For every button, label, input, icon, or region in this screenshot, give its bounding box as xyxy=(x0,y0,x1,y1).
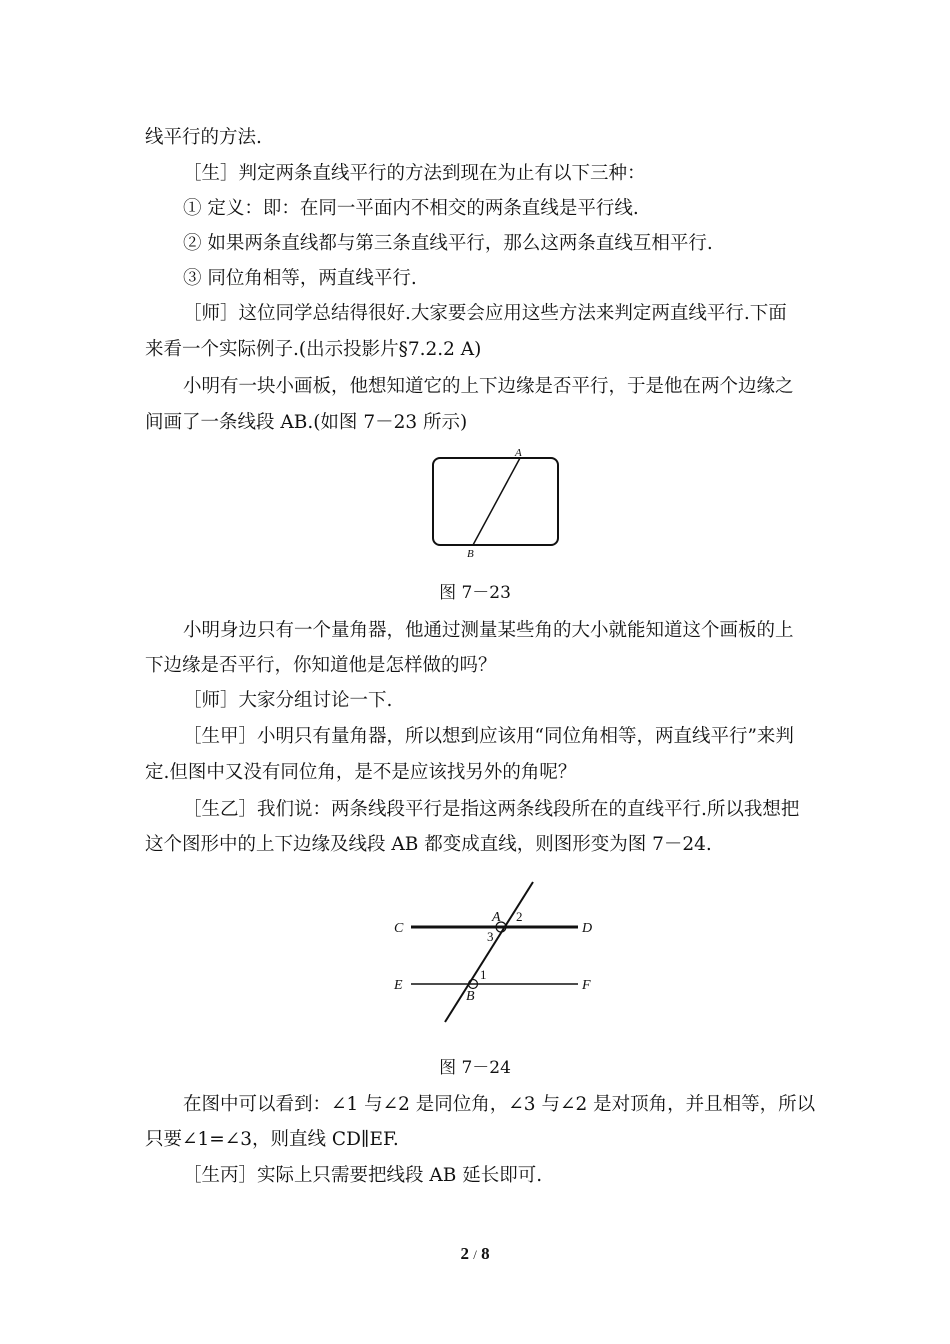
angle-1-label: 1 xyxy=(480,967,487,982)
page-number xyxy=(0,1243,950,1266)
text-line: ［师］这位同学总结得很好.大家要会应用这些方法来判定两直线平行.下面 xyxy=(183,303,787,324)
text-line: 下边缘是否平行，你知道他是怎样做的吗？ xyxy=(145,655,497,676)
text-line: ［生丙］实际上只需要把线段 AB 延长即可. xyxy=(183,1165,543,1186)
text-line: 小明有一块小画板，他想知道它的上下边缘是否平行，于是他在两个边缘之 xyxy=(183,376,794,397)
figure-7-23 xyxy=(420,445,570,563)
text-line: ① 定义：即：在同一平面内不相交的两条直线是平行线. xyxy=(183,198,639,219)
text-line: ② 如果两条直线都与第三条直线平行，那么这两条直线互相平行. xyxy=(183,233,713,254)
current-page: 2 xyxy=(460,1244,469,1263)
page-separator: / xyxy=(473,1247,477,1262)
text-line: 间画了一条线段 AB.(如图 7－23 所示) xyxy=(145,412,468,433)
label-a: A xyxy=(515,447,522,459)
text-line: ［生］判定两条直线平行的方法到现在为止有以下三种： xyxy=(183,163,646,184)
text-line: ［生甲］小明只有量角器，所以想到应该用“同位角相等，两直线平行”来判 xyxy=(183,726,794,747)
figure-7-24 xyxy=(385,875,605,1030)
figure-caption: 图 7－24 xyxy=(439,1058,511,1078)
text-line: 定.但图中又没有同位角，是不是应该找另外的角呢？ xyxy=(145,762,577,783)
total-pages: 8 xyxy=(481,1244,490,1263)
text-line: 只要∠1=∠3，则直线 CD∥EF. xyxy=(145,1129,399,1150)
label-f: F xyxy=(582,978,591,993)
label-a: A xyxy=(492,910,501,925)
text-line: 小明身边只有一个量角器，他通过测量某些角的大小就能知道这个画板的上 xyxy=(183,620,794,641)
transversal-ab xyxy=(445,882,533,1022)
text-line: 来看一个实际例子.(出示投影片§7.2.2 A) xyxy=(145,339,482,360)
text-line: ［师］大家分组讨论一下. xyxy=(183,690,393,711)
text-line: 在图中可以看到：∠1 与∠2 是同位角，∠3 与∠2 是对顶角，并且相等，所以 xyxy=(183,1094,816,1115)
drawing-board xyxy=(433,458,558,545)
angle-2-label: 2 xyxy=(516,909,523,924)
angle-3-label: 3 xyxy=(487,929,494,944)
segment-ab xyxy=(473,458,520,545)
label-c: C xyxy=(394,921,404,936)
text-line: ③ 同位角相等，两直线平行. xyxy=(183,268,417,289)
label-e: E xyxy=(394,978,403,993)
text-line: ［生乙］我们说：两条线段平行是指这两条线段所在的直线平行.所以我想把 xyxy=(183,799,800,820)
figure-caption: 图 7－23 xyxy=(439,583,511,603)
label-b: B xyxy=(466,989,475,1004)
label-d: D xyxy=(582,921,593,936)
text-line: 线平行的方法. xyxy=(145,127,262,148)
label-b: B xyxy=(467,548,474,560)
text-line: 这个图形中的上下边缘及线段 AB 都变成直线，则图形变为图 7－24. xyxy=(145,834,712,855)
